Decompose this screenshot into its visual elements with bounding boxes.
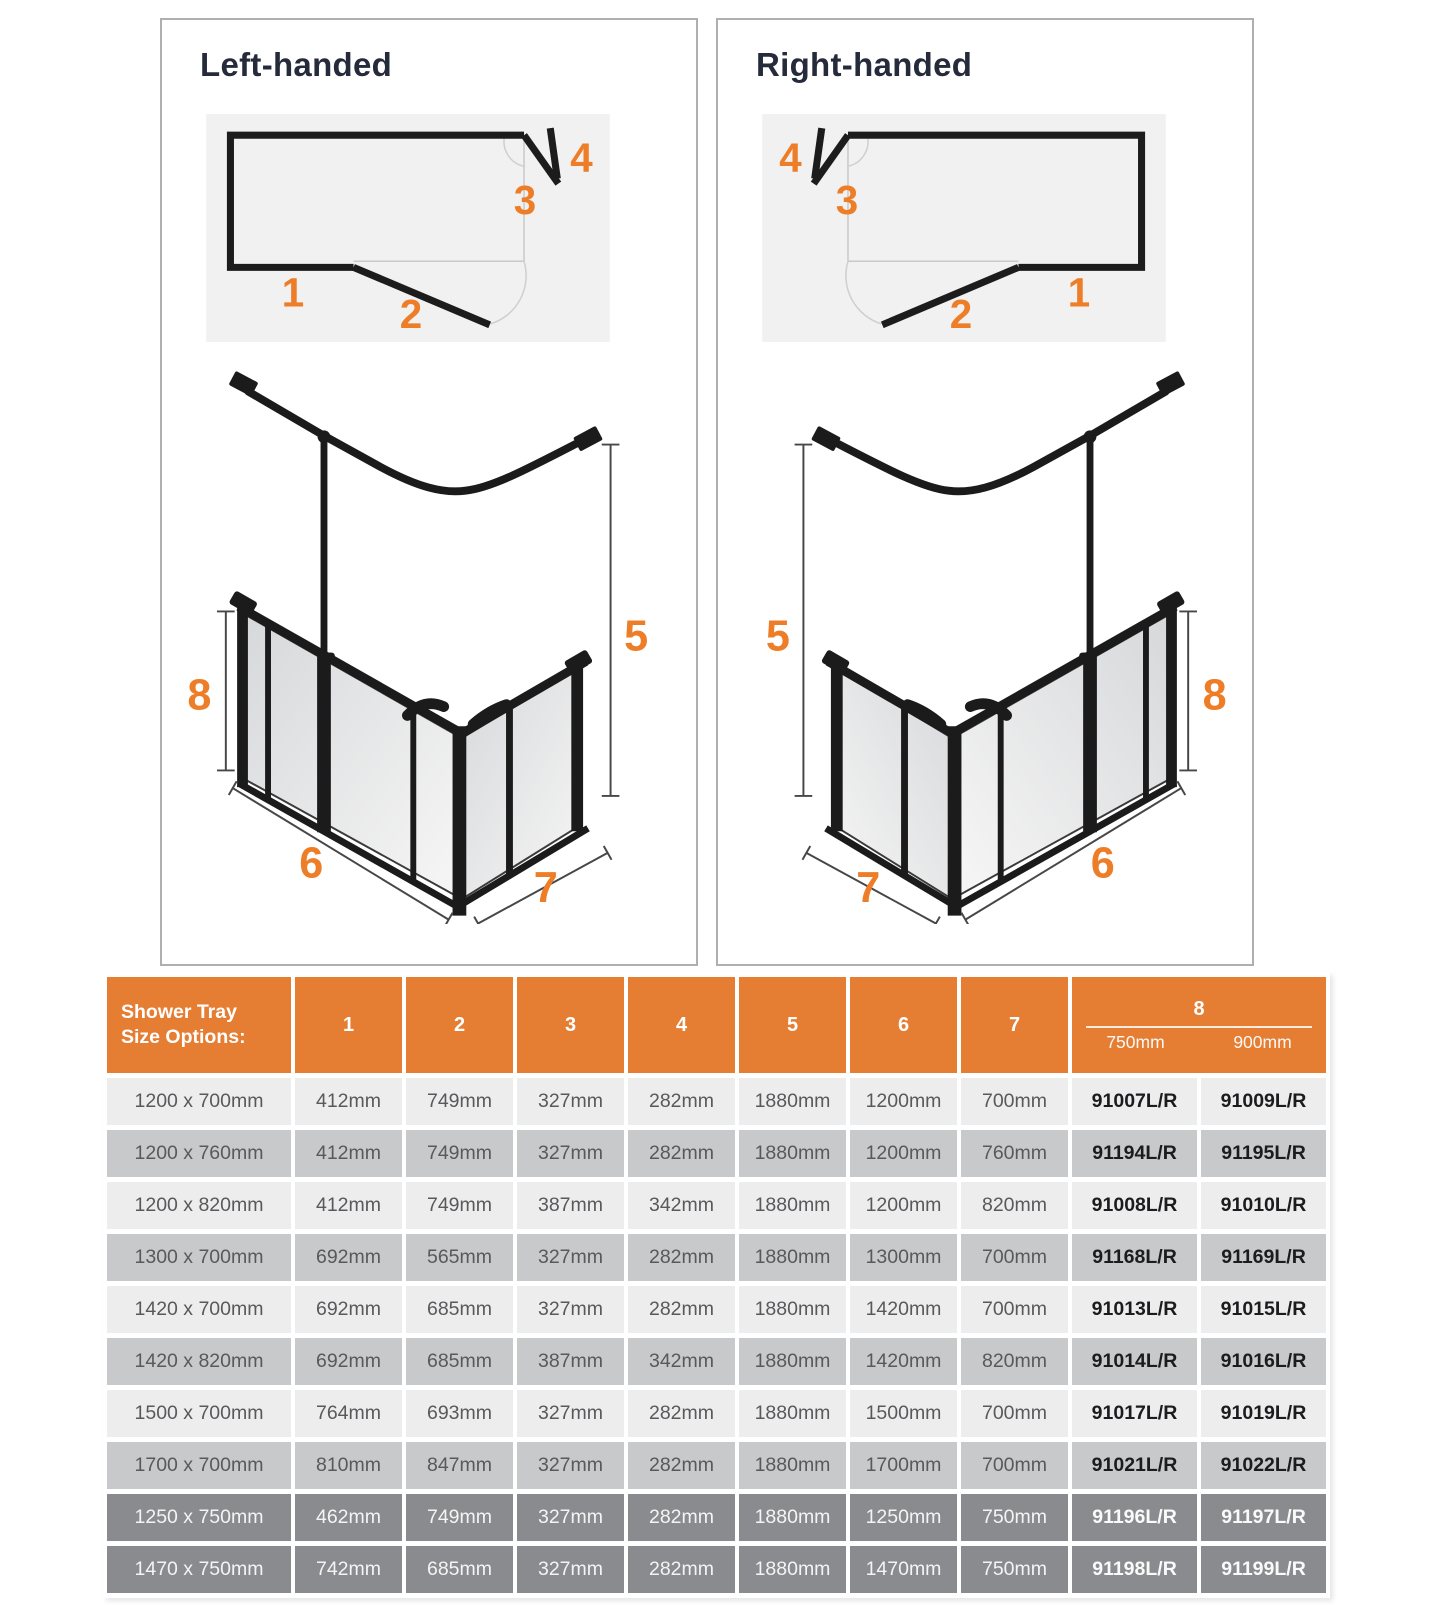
value-cell: 1880mm — [739, 1338, 846, 1385]
column-header-3: 3 — [517, 977, 624, 1073]
size-cell: 1420 x 820mm — [107, 1338, 291, 1385]
right-handed-panel — [716, 18, 1254, 966]
size-cell: 1470 x 750mm — [107, 1546, 291, 1593]
value-cell: 700mm — [961, 1286, 1068, 1333]
value-cell: 1880mm — [739, 1494, 846, 1541]
shower-tray-spec-table — [103, 972, 1330, 1598]
left-handed-iso-drawing — [164, 344, 694, 924]
table-row — [107, 1286, 1326, 1333]
column-header-2: 2 — [406, 977, 513, 1073]
value-cell: 387mm — [517, 1182, 624, 1229]
corner-header: Shower Tray Size Options: — [107, 977, 291, 1073]
value-cell: 750mm — [961, 1546, 1068, 1593]
left-handed-panel — [160, 18, 698, 966]
value-cell: 1880mm — [739, 1390, 846, 1437]
value-cell: 764mm — [295, 1390, 402, 1437]
size-cell: 1420 x 700mm — [107, 1286, 291, 1333]
value-cell: 327mm — [517, 1130, 624, 1177]
value-cell: 810mm — [295, 1442, 402, 1489]
code-cell: 91169L/R — [1201, 1234, 1326, 1281]
column-header-4: 4 — [628, 977, 735, 1073]
subcolumn-900mm: 900mm — [1233, 1031, 1292, 1052]
value-cell: 282mm — [628, 1390, 735, 1437]
code-cell: 91009L/R — [1201, 1078, 1326, 1125]
table-row — [107, 1442, 1326, 1489]
plan-label-2: 2 — [399, 290, 423, 337]
column-header-8: 8 — [1193, 997, 1205, 1020]
code-cell: 91014L/R — [1072, 1338, 1197, 1385]
value-cell: 760mm — [961, 1130, 1068, 1177]
value-cell: 1880mm — [739, 1182, 846, 1229]
value-cell: 693mm — [406, 1390, 513, 1437]
value-cell: 1880mm — [739, 1546, 846, 1593]
value-cell: 282mm — [628, 1442, 735, 1489]
size-cell: 1700 x 700mm — [107, 1442, 291, 1489]
value-cell: 1500mm — [850, 1390, 957, 1437]
iso-label-8: 8 — [1202, 671, 1227, 720]
value-cell: 412mm — [295, 1182, 402, 1229]
value-cell: 692mm — [295, 1234, 402, 1281]
size-cell: 1300 x 700mm — [107, 1234, 291, 1281]
code-cell: 91199L/R — [1201, 1546, 1326, 1593]
code-cell: 91194L/R — [1072, 1130, 1197, 1177]
size-cell: 1200 x 700mm — [107, 1078, 291, 1125]
code-cell: 91198L/R — [1072, 1546, 1197, 1593]
value-cell: 327mm — [517, 1442, 624, 1489]
code-cell: 91008L/R — [1072, 1182, 1197, 1229]
code-cell: 91013L/R — [1072, 1286, 1197, 1333]
value-cell: 749mm — [406, 1130, 513, 1177]
value-cell: 565mm — [406, 1234, 513, 1281]
value-cell: 820mm — [961, 1338, 1068, 1385]
plan-label-3: 3 — [835, 176, 859, 223]
code-cell: 91016L/R — [1201, 1338, 1326, 1385]
value-cell: 1880mm — [739, 1286, 846, 1333]
size-cell: 1500 x 700mm — [107, 1390, 291, 1437]
value-cell: 1880mm — [739, 1442, 846, 1489]
value-cell: 685mm — [406, 1286, 513, 1333]
subcolumn-750mm: 750mm — [1106, 1031, 1165, 1052]
table-row — [107, 1130, 1326, 1177]
code-cell: 91017L/R — [1072, 1390, 1197, 1437]
value-cell: 282mm — [628, 1286, 735, 1333]
code-cell: 91195L/R — [1201, 1130, 1326, 1177]
value-cell: 1250mm — [850, 1494, 957, 1541]
table-row — [107, 1338, 1326, 1385]
value-cell: 412mm — [295, 1130, 402, 1177]
value-cell: 327mm — [517, 1078, 624, 1125]
code-cell: 91015L/R — [1201, 1286, 1326, 1333]
column-header-5: 5 — [739, 977, 846, 1073]
iso-label-7: 7 — [856, 863, 881, 912]
code-cell: 91196L/R — [1072, 1494, 1197, 1541]
value-cell: 1700mm — [850, 1442, 957, 1489]
panel-title-right: Right-handed — [756, 46, 973, 83]
plan-label-2: 2 — [949, 290, 973, 337]
value-cell: 700mm — [961, 1078, 1068, 1125]
size-cell: 1200 x 820mm — [107, 1182, 291, 1229]
value-cell: 282mm — [628, 1234, 735, 1281]
plan-label-3: 3 — [513, 176, 537, 223]
value-cell: 342mm — [628, 1182, 735, 1229]
value-cell: 742mm — [295, 1546, 402, 1593]
value-cell: 412mm — [295, 1078, 402, 1125]
value-cell: 1420mm — [850, 1286, 957, 1333]
value-cell: 749mm — [406, 1182, 513, 1229]
value-cell: 1200mm — [850, 1078, 957, 1125]
table-row — [107, 1182, 1326, 1229]
value-cell: 327mm — [517, 1286, 624, 1333]
value-cell: 749mm — [406, 1078, 513, 1125]
value-cell: 749mm — [406, 1494, 513, 1541]
value-cell: 282mm — [628, 1546, 735, 1593]
size-cell: 1250 x 750mm — [107, 1494, 291, 1541]
value-cell: 1300mm — [850, 1234, 957, 1281]
code-cell: 91007L/R — [1072, 1078, 1197, 1125]
value-cell: 685mm — [406, 1546, 513, 1593]
iso-label-5: 5 — [765, 612, 790, 661]
right-handed-iso-drawing — [720, 344, 1250, 924]
iso-label-5: 5 — [624, 612, 649, 661]
iso-label-8: 8 — [187, 671, 212, 720]
iso-label-6: 6 — [299, 839, 324, 888]
value-cell: 282mm — [628, 1494, 735, 1541]
value-cell: 1200mm — [850, 1182, 957, 1229]
table-row — [107, 1546, 1326, 1593]
value-cell: 685mm — [406, 1338, 513, 1385]
left-handed-plan-diagram — [206, 114, 610, 342]
value-cell: 1420mm — [850, 1338, 957, 1385]
table-row — [107, 1234, 1326, 1281]
code-cell: 91010L/R — [1201, 1182, 1326, 1229]
value-cell: 462mm — [295, 1494, 402, 1541]
iso-label-6: 6 — [1090, 839, 1115, 888]
right-handed-plan-diagram — [762, 114, 1166, 342]
value-cell: 327mm — [517, 1390, 624, 1437]
value-cell: 1200mm — [850, 1130, 957, 1177]
value-cell: 700mm — [961, 1390, 1068, 1437]
code-cell: 91019L/R — [1201, 1390, 1326, 1437]
value-cell: 820mm — [961, 1182, 1068, 1229]
plan-label-4: 4 — [779, 134, 802, 181]
code-cell: 91197L/R — [1201, 1494, 1326, 1541]
value-cell: 1880mm — [739, 1130, 846, 1177]
plan-label-4: 4 — [570, 134, 593, 181]
value-cell: 700mm — [961, 1234, 1068, 1281]
code-cell: 91168L/R — [1072, 1234, 1197, 1281]
value-cell: 692mm — [295, 1338, 402, 1385]
header-divider — [1086, 1026, 1312, 1028]
column-header-6: 6 — [850, 977, 957, 1073]
value-cell: 692mm — [295, 1286, 402, 1333]
size-cell: 1200 x 760mm — [107, 1130, 291, 1177]
value-cell: 327mm — [517, 1494, 624, 1541]
value-cell: 342mm — [628, 1338, 735, 1385]
table-header-row — [107, 977, 1326, 1073]
column-header-8-group — [1072, 977, 1326, 1073]
value-cell: 387mm — [517, 1338, 624, 1385]
value-cell: 700mm — [961, 1442, 1068, 1489]
value-cell: 327mm — [517, 1234, 624, 1281]
iso-artwork — [217, 371, 619, 924]
value-cell: 282mm — [628, 1078, 735, 1125]
code-cell: 91021L/R — [1072, 1442, 1197, 1489]
value-cell: 847mm — [406, 1442, 513, 1489]
code-cell: 91022L/R — [1201, 1442, 1326, 1489]
plan-label-1: 1 — [281, 269, 305, 316]
value-cell: 750mm — [961, 1494, 1068, 1541]
value-cell: 1880mm — [739, 1234, 846, 1281]
value-cell: 1880mm — [739, 1078, 846, 1125]
value-cell: 1470mm — [850, 1546, 957, 1593]
panel-title-left: Left-handed — [200, 46, 393, 83]
table-row — [107, 1494, 1326, 1541]
rail-wall-flange — [573, 426, 603, 452]
table-row — [107, 1390, 1326, 1437]
column-header-1: 1 — [295, 977, 402, 1073]
value-cell: 282mm — [628, 1130, 735, 1177]
iso-label-7: 7 — [533, 863, 558, 912]
table-row — [107, 1078, 1326, 1125]
column-header-7: 7 — [961, 977, 1068, 1073]
plan-label-1: 1 — [1067, 269, 1091, 316]
value-cell: 327mm — [517, 1546, 624, 1593]
